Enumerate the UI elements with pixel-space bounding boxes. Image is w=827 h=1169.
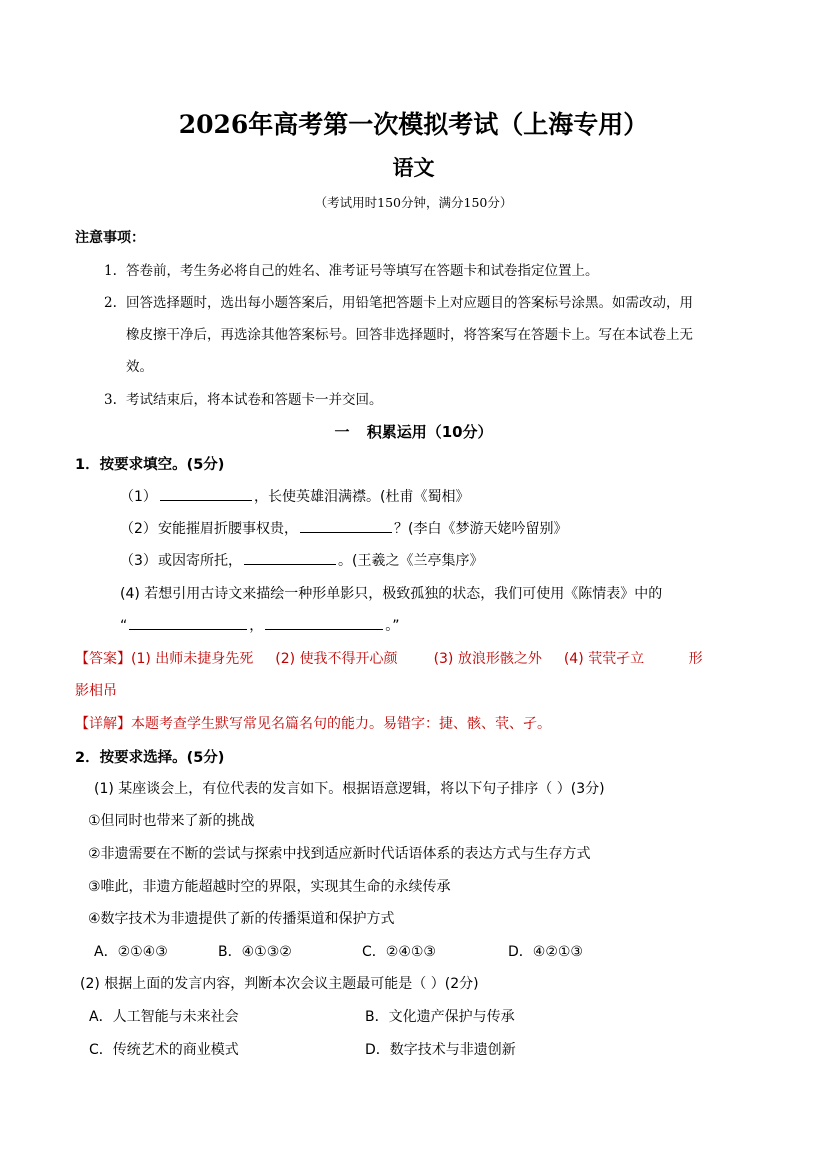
question-2-heading: 2．按要求选择。(5分) [75, 750, 225, 766]
fill-blank[interactable] [300, 518, 392, 533]
detail-label: 【详解】 [75, 716, 131, 732]
fill-item-3 [120, 550, 483, 570]
option-b[interactable]: B．文化遗产保护与传承 [365, 1009, 515, 1025]
quote-mid: ， [249, 618, 264, 634]
detail-line [75, 713, 551, 733]
answer-item: (1) 出师未捷身先死 [131, 651, 254, 667]
fill-before: 或因寄所托， [158, 553, 242, 569]
sentence-4: ④数字技术为非遗提供了新的传播渠道和保护方式 [88, 911, 395, 927]
fill-item-2 [120, 518, 567, 538]
question-1-heading: 1．按要求填空。(5分) [75, 457, 225, 473]
notice-text: 橡皮擦干净后，再选涂其他答案标号。回答非选择题时，将答案写在答题卡上。写在本试卷上无 [126, 327, 693, 343]
fill-item-1 [120, 486, 469, 506]
answer-line [75, 648, 725, 668]
notice-text: 回答选择题时，选出每小题答案后，用铅笔把答题卡上对应题目的答案标号涂黑。如需改动，用 [126, 295, 693, 311]
sentence-1: ①但同时也带来了新的挑战 [88, 813, 255, 829]
question-2-sub2: (2) 根据上面的发言内容，判断本次会议主题最可能是（ ）(2分) [80, 976, 479, 992]
option-c[interactable]: C．②④①③ [362, 944, 436, 960]
fill-after: ？(李白《梦游天姥吟留别》 [394, 521, 568, 537]
question-2-sub1: (1) 某座谈会上，有位代表的发言如下。根据语意逻辑，将以下句子排序（ ）(3分) [94, 781, 605, 797]
fill-blank[interactable] [244, 550, 336, 565]
fill-label: （3） [120, 553, 157, 569]
option-c[interactable]: C．传统艺术的商业模式 [89, 1042, 239, 1058]
answer-label: 【答案】 [75, 651, 131, 667]
answer-item: (4) 茕茕孑立 形 [563, 651, 703, 667]
answer-continuation: 影相吊 [75, 683, 117, 699]
detail-text: 本题考查学生默写常见名篇名句的能力。易错字：捷、骸、茕、孑。 [131, 716, 551, 732]
notice-text: 答卷前，考生务必将自己的姓名、准考证号等填写在答题卡和试卷指定位置上。 [126, 263, 599, 279]
sentence-2: ②非遗需要在不断的尝试与探索中找到适应新时代话语体系的表达方式与生存方式 [88, 846, 591, 862]
notice-item [104, 388, 383, 408]
fill-before: 安能摧眉折腰事权贵， [158, 521, 298, 537]
fill-blank[interactable] [265, 615, 383, 630]
answer-item: (3) 放浪形骸之外 [433, 651, 542, 667]
fill-label: （2） [120, 521, 157, 537]
fill-item-4-prompt: (4) 若想引用古诗文来描绘一种形单影只，极致孤独的状态，我们可使用《陈情表》中的 [120, 586, 663, 602]
fill-after: ，长使英雄泪满襟。(杜甫《蜀相》 [254, 489, 470, 505]
fill-blank[interactable] [160, 486, 252, 501]
option-b[interactable]: B．④①③② [218, 944, 292, 960]
notice-text: 效。 [126, 359, 153, 375]
fill-label: （1） [120, 489, 157, 505]
option-a[interactable]: A．②①④③ [94, 944, 168, 960]
notice-num: 3. [104, 392, 117, 408]
notice-num: 2. [104, 295, 117, 311]
notice-item [104, 291, 693, 311]
section-heading [0, 421, 827, 442]
option-d[interactable]: D．数字技术与非遗创新 [365, 1042, 516, 1058]
quote-close: 。” [385, 618, 400, 634]
fill-item-4-blanks [120, 615, 400, 635]
section-title: 积累运用（10分） [366, 423, 493, 441]
fill-after: 。(王羲之《兰亭集序》 [338, 553, 484, 569]
option-a[interactable]: A．人工智能与未来社会 [89, 1009, 239, 1025]
notice-item [104, 259, 599, 279]
fill-blank[interactable] [129, 615, 247, 630]
answer-item: (2) 使我不得开心颜 [275, 651, 398, 667]
notice-heading: 注意事项： [75, 230, 145, 246]
quote-open: “ [120, 618, 128, 634]
notice-num: 1. [104, 263, 117, 279]
sentence-3: ③唯此，非遗方能超越时空的界限，实现其生命的永续传承 [88, 879, 451, 895]
section-num: 一 [334, 423, 350, 441]
exam-title: 2026年高考第一次模拟考试（上海专用） [178, 110, 649, 139]
subject-title: 语文 [392, 155, 435, 180]
time-note: （考试用时150分钟，满分150分） [314, 195, 513, 210]
notice-text: 考试结束后，将本试卷和答题卡一并交回。 [126, 392, 383, 408]
option-d[interactable]: D．④②①③ [508, 944, 583, 960]
